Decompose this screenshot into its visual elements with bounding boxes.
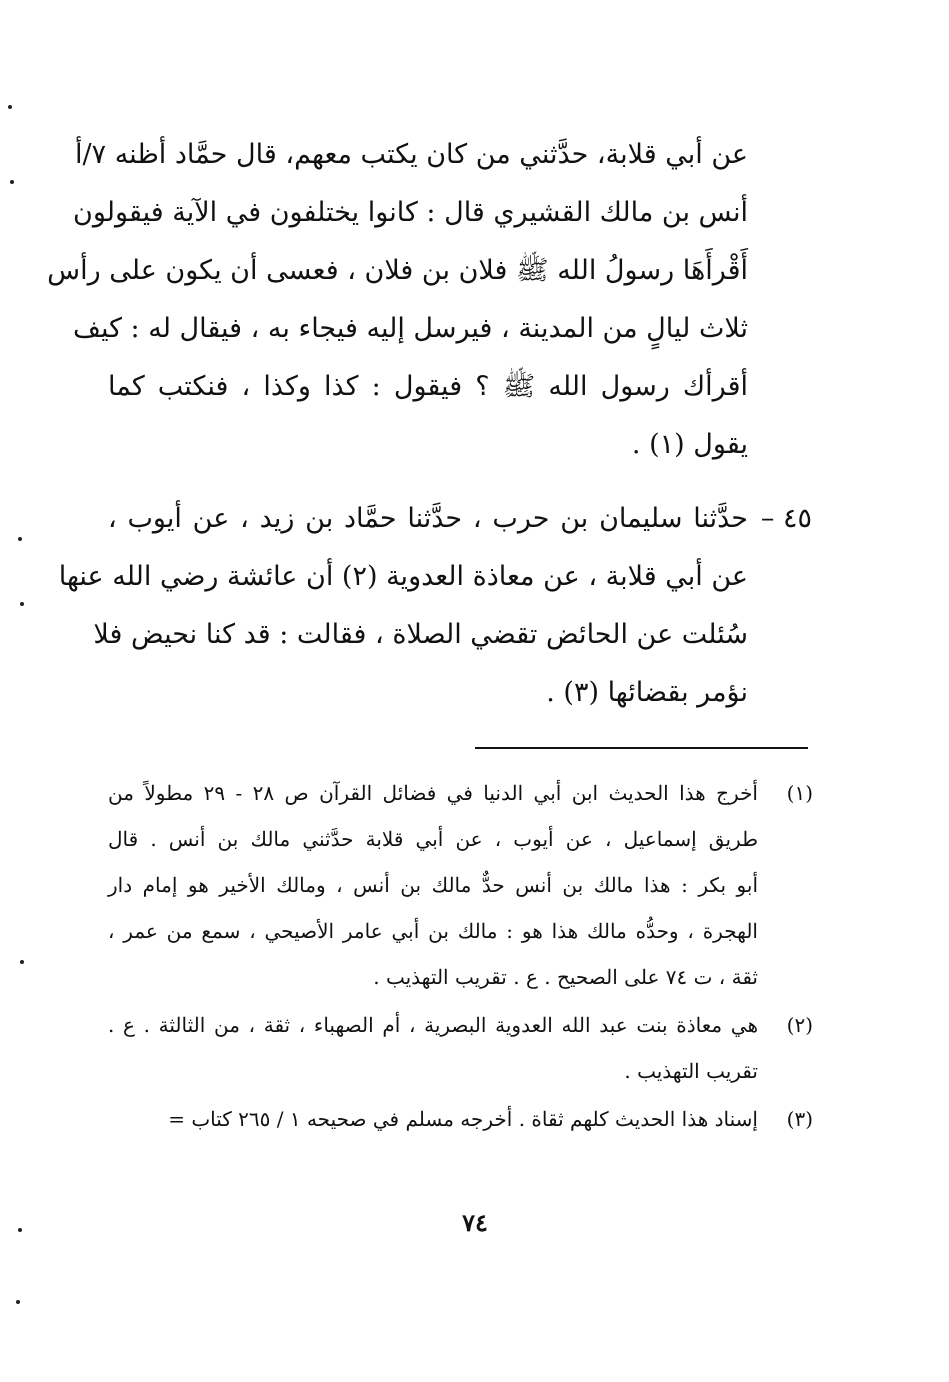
text-line: سُئلت عن الحائض تقضي الصلاة ، فقالت : قد كنا نحيض فلا — [93, 619, 748, 650]
text-line: عن أبي قلابة ، عن معاذة العدوية (٢) أن عائشة رضي الله عنها — [58, 561, 748, 592]
hadith-number: ٤٥ – — [760, 503, 812, 534]
text-line: يقول (١) . — [631, 429, 748, 460]
scan-speck — [8, 105, 12, 109]
scan-speck — [18, 537, 22, 541]
footnote-1 — [108, 770, 813, 1000]
footnote-3 — [108, 1096, 813, 1142]
scan-speck — [18, 1228, 22, 1232]
text-line: حدَّثنا سليمان بن حرب ، حدَّثنا حمَّاد بن زيد ، عن أيوب ، — [108, 503, 748, 534]
scan-speck — [10, 180, 14, 184]
text-line: نؤمر بقضائها (٣) . — [546, 677, 748, 708]
text-line: أنس بن مالك القشيري قال : كانوا يختلفون في الآية فيقولون — [73, 197, 748, 228]
footnote-2 — [108, 1002, 813, 1094]
text-line: أقرأك رسول الله ﷺ ؟ فيقول : كذا وكذا ، فنكتب كما — [108, 371, 748, 402]
footnote-line: أبو بكر : هذا مالك بن أنس حدٌّ مالك بن أنس ، ومالك الأخير هو إمام دار — [108, 873, 758, 897]
footnote-line: ثقة ، ت ٧٤ على الصحيح . ع . تقريب التهذيب . — [373, 965, 758, 989]
text-line: أَقْرأَهَا رسولُ الله ﷺ فلان بن فلان ، فعسى أن يكون على رأس — [47, 255, 748, 286]
footnote-marker: (٣) — [786, 1107, 813, 1131]
footnotes — [108, 770, 813, 1144]
hadith-paragraph-2 — [58, 490, 748, 722]
hadith-paragraph-1 — [47, 126, 748, 474]
footnote-line: أخرج هذا الحديث ابن أبي الدنيا في فضائل القرآن ص ٢٨ - ٢٩ مطولاً من — [108, 781, 758, 805]
scan-speck — [20, 960, 24, 964]
scan-speck — [20, 602, 24, 606]
text-line: ثلاث ليالٍ من المدينة ، فيرسل إليه فيجاء به ، فيقال له : كيف — [73, 313, 748, 344]
footnote-marker: (١) — [786, 781, 813, 805]
footnote-line: الهجرة ، وحدُّه مالك هذا هو : مالك بن أبي عامر الأصيحي ، سمع من عمر ، — [108, 919, 758, 943]
text-line: عن أبي قلابة، حدَّثني من كان يكتب معهم، قال حمَّاد أظنه ٧/أ — [74, 139, 748, 170]
scan-speck — [16, 1300, 20, 1304]
footnote-separator — [475, 747, 808, 749]
page-number: ٧٤ — [462, 1208, 488, 1237]
footnote-line: طريق إسماعيل ، عن أيوب ، عن أبي قلابة حدَّثني مالك بن أنس . قال — [108, 827, 758, 851]
footnote-marker: (٢) — [786, 1013, 813, 1037]
footnote-line: تقريب التهذيب . — [624, 1059, 758, 1083]
footnote-line: هي معاذة بنت عبد الله العدوية البصرية ، أم الصهباء ، ثقة ، من الثالثة . ع . — [108, 1013, 758, 1037]
footnote-line: إسناد هذا الحديث كلهم ثقاة . أخرجه مسلم في صحيحه ١ / ٢٦٥ كتاب = — [168, 1107, 758, 1131]
